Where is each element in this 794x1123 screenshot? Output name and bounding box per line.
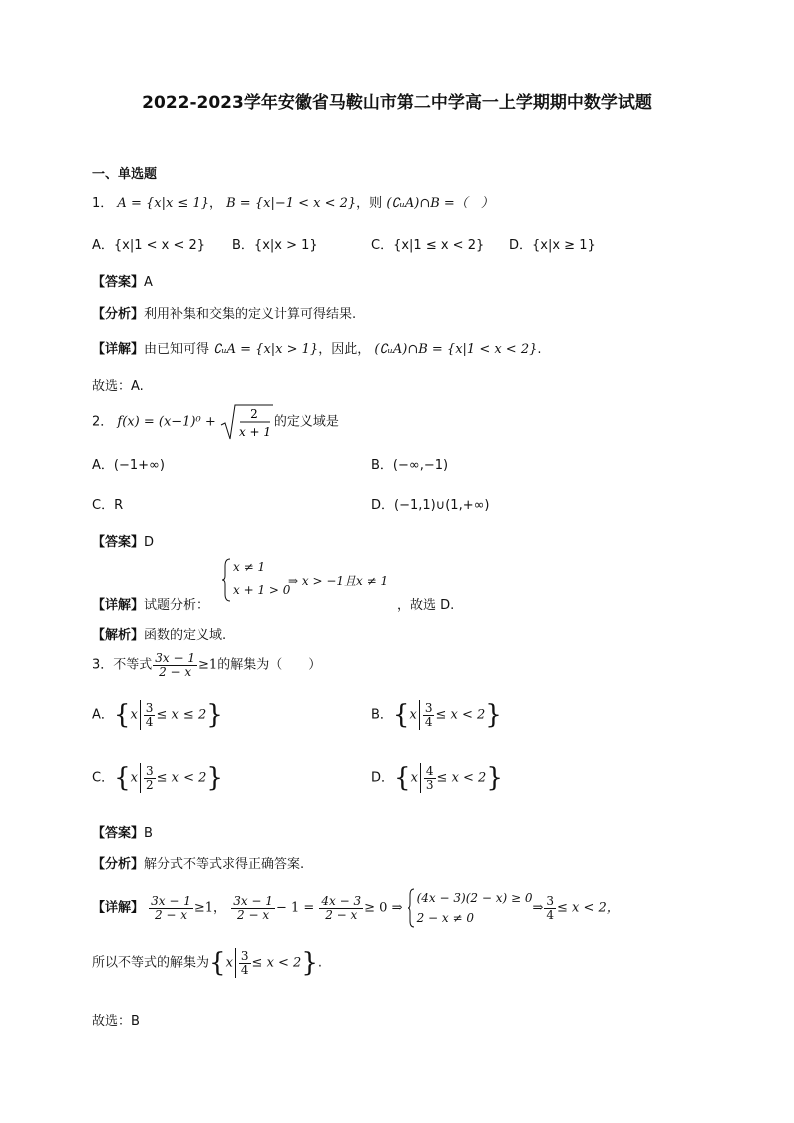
detail-relation: ≥ 0 ⇒ [364, 900, 403, 916]
fraction-denominator: 3 [425, 777, 434, 792]
fraction-numerator: 3x − 1 [233, 893, 273, 908]
analysis-text: 利用补集和交集的定义计算可得结果. [144, 307, 357, 322]
solution-relation: ≤ x < 2 [251, 955, 302, 971]
detail-text: ，因此， [318, 342, 371, 357]
fraction-numerator: 3 [546, 893, 555, 908]
q1-set-a: A = {x|x ≤ 1} [117, 196, 209, 211]
fraction-denominator: 2 − x [237, 907, 270, 922]
fraction-numerator: 3 [424, 700, 433, 715]
fraction-numerator: 3 [145, 763, 154, 778]
sqrt-denominator: x + 1 [238, 425, 271, 439]
q3-detail [92, 888, 620, 928]
fraction-numerator: 3 [145, 700, 154, 715]
solution-end: . [317, 955, 323, 971]
analysis-label: 【分析】 [92, 307, 145, 322]
q1-number: 1． [92, 196, 114, 211]
option-label: B． [371, 707, 393, 723]
fraction-numerator: 4x − 3 [321, 893, 362, 908]
fraction-numerator: 3x − 1 [151, 893, 191, 908]
answer-label: 【答案】 [92, 826, 145, 841]
fraction-numerator: 3x − 1 [155, 651, 196, 665]
sqrt-expression [220, 403, 274, 441]
explanation-text: 函数的定义域. [144, 628, 227, 643]
q3-number: 3． [92, 657, 114, 673]
brace-icon [221, 558, 231, 602]
q3-analysis [92, 853, 304, 872]
q1-stem: 1． A = {x|x ≤ 1}， B = {x|−1 < x < 2}，则 (∁ᵤA)∩B =（ ） [92, 196, 494, 211]
q2-option-c: C．R [92, 498, 124, 513]
q3-stem [92, 652, 321, 678]
fraction-denominator: 4 [546, 907, 555, 922]
sqrt-numerator: 2 [250, 407, 258, 421]
detail-text: 试题分析： [144, 598, 210, 613]
q2-option-a: A．(−1+∞) [92, 458, 165, 473]
q2-explanation [92, 624, 226, 643]
brace-icon [407, 888, 415, 928]
q3-option-c: C．{x $\frac{3}{2}$ ≤ x < 2} [92, 763, 223, 793]
option-relation: ≤ x < 2 [436, 770, 487, 786]
q2-answer [92, 531, 154, 550]
q2-detail [92, 594, 209, 613]
q1-detail [92, 338, 542, 357]
fraction-numerator: 3 [240, 948, 249, 963]
fraction-denominator: 4 [424, 714, 433, 729]
detail-math: ∁ᵤA = {x|x > 1} [213, 342, 319, 357]
system-line-1: (4x − 3)(2 − x) ≥ 0 [416, 891, 533, 905]
analysis-text: 解分式不等式求得正确答案. [144, 857, 305, 872]
q1-stem-question: (∁ᵤA)∩B =（ ） [386, 196, 494, 211]
fraction-denominator: 2 [145, 777, 154, 792]
system-line-2: 2 − x ≠ 0 [416, 911, 475, 925]
fraction-denominator: 2 − x [154, 907, 188, 922]
detail-label: 【详解】 [92, 598, 145, 613]
q1-conclusion: 故选：A. [92, 379, 144, 394]
q3-stem-post: 的解集为（ ） [217, 657, 322, 673]
q1-set-b: B = {x|−1 < x < 2} [226, 196, 357, 211]
q2-stem-text: 的定义域是 [273, 414, 339, 430]
detail-relation: ≤ x < 2， [557, 900, 620, 916]
fraction-denominator: 4 [240, 962, 249, 977]
fraction-denominator: 2 − x [159, 664, 192, 679]
option-relation: ≤ x < 2 [435, 707, 486, 723]
answer-label: 【答案】 [92, 275, 145, 290]
q1-option-b: B．{x|x > 1} [232, 238, 318, 253]
q2-detail-end: ，故选 D. [397, 598, 455, 613]
q1-option-c: C．{x|1 ≤ x < 2} [371, 238, 485, 253]
q2-option-d: D．(−1,1)∪(1,+∞) [371, 498, 490, 513]
option-relation: ≤ x ≤ 2 [156, 707, 207, 723]
detail-relation: − 1 = [275, 900, 315, 916]
option-label: C． [92, 770, 115, 786]
answer-label: 【答案】 [92, 535, 145, 550]
fraction-denominator: 4 [145, 714, 154, 729]
option-label: A． [92, 707, 114, 723]
explanation-label: 【解析】 [92, 628, 145, 643]
q2-number: 2． [92, 414, 114, 430]
q3-stem-pre: 不等式 [113, 657, 153, 673]
detail-label: 【详解】 [92, 900, 145, 916]
detail-end: . [537, 342, 542, 357]
answer-value: B [144, 826, 153, 841]
detail-label: 【详解】 [92, 342, 145, 357]
detail-relation: ≥1， [193, 900, 227, 916]
q3-option-b: B．{x $\frac{3}{4}$ ≤ x < 2} [371, 700, 502, 730]
q2-function: f(x) = (x−1)⁰ + [117, 414, 216, 430]
q3-stem-relation: ≥1 [198, 657, 218, 673]
section-heading: 一、单选题 [92, 167, 158, 182]
detail-arrow: ⇒ [532, 900, 544, 916]
answer-value: D [144, 535, 155, 550]
q1-answer [92, 271, 153, 290]
q1-stem-tail: ，则 [356, 196, 383, 211]
analysis-label: 【分析】 [92, 857, 145, 872]
fraction-denominator: 2 − x [325, 907, 358, 922]
page-title: 2022-2023学年安徽省马鞍山市第二中学高一上学期期中数学试题 [142, 93, 652, 113]
q3-answer [92, 822, 153, 841]
q3-option-a: A．{x $\frac{3}{4}$ ≤ x ≤ 2} [92, 700, 223, 730]
detail-system [407, 888, 533, 928]
q1-option-a: A．{x|1 < x < 2} [92, 238, 206, 253]
q3-conclusion: 故选：B [92, 1014, 140, 1029]
detail-text: 由已知可得 [144, 342, 210, 357]
solution-text: 所以不等式的解集为 [92, 955, 210, 971]
q1-option-d: D．{x|x ≥ 1} [509, 238, 596, 253]
q3-solution: 所以不等式的解集为{x $\frac{3}{4}$ ≤ x < 2}. [92, 948, 323, 978]
system-result: ⇒ x > −1且x ≠ 1 [288, 574, 389, 588]
q1-analysis [92, 303, 356, 322]
q2-stem [92, 403, 339, 441]
option-label: D． [371, 770, 395, 786]
option-relation: ≤ x < 2 [156, 770, 207, 786]
system-line-1: x ≠ 1 [233, 560, 266, 574]
q2-option-b: B．(−∞,−1) [371, 458, 449, 473]
system-line-2: x + 1 > 0 [233, 583, 291, 597]
detail-math: (∁ᵤA)∩B = {x|1 < x < 2} [374, 342, 538, 357]
sqrt-sign [220, 403, 274, 441]
fraction [153, 652, 197, 678]
q3-option-d: D．{x $\frac{4}{3}$ ≤ x < 2} [371, 763, 503, 793]
fraction-numerator: 4 [425, 763, 434, 778]
answer-value: A [144, 275, 153, 290]
